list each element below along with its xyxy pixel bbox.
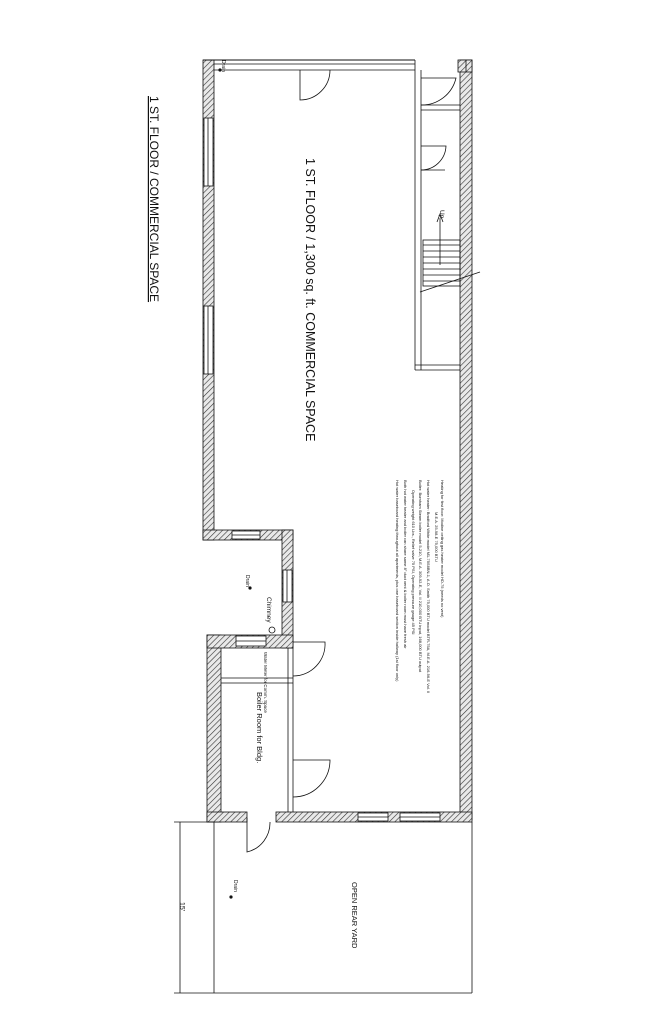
fixtures bbox=[218, 68, 275, 898]
boiler-room-label: Boiler Room for Bldg. bbox=[255, 692, 264, 764]
main-room-label: 1 ST. FLOOR / 1,300 sq. ft. COMMERCIAL SPACE bbox=[303, 158, 317, 442]
chimney-icon bbox=[269, 627, 275, 633]
stairs-up-label: Up bbox=[438, 210, 445, 219]
wall-boiler-left bbox=[207, 635, 221, 822]
note-line: Operating weight 610 Lbs., Relief valve 75 PSI, Operating pressure gauge 45 PSI bbox=[411, 490, 416, 635]
top-wall bbox=[203, 60, 472, 72]
wall-right bbox=[460, 60, 472, 820]
plan-title: 1 ST. FLOOR / COMMERCIAL SPACE bbox=[147, 96, 161, 303]
drain-label-yard: Drain bbox=[232, 880, 238, 892]
doors bbox=[247, 70, 456, 852]
note-line: Hot water heater: Bradford White model M1-75S6BN-1, A.O. Smith 75,000 BTU model BTR-75A, M.E.A. 216-96-E Vol. II bbox=[426, 480, 431, 694]
chimney-label: Chimney bbox=[265, 597, 272, 623]
note-line: Boiler: Burnham Steam boiler model 5-210, M.E.A. 309-92-E, Vol. II 210,000 BTU input, 168,000 BTU output bbox=[418, 480, 423, 673]
dimension-label: 15' bbox=[178, 902, 185, 912]
water-meter-label: Water Meter for Comm. Space bbox=[263, 652, 268, 713]
exterior-walls bbox=[203, 60, 472, 822]
note-line: Hot water baseboard heating throughout all apartments, plus one baseboard section inside hallway (1st floor only) bbox=[395, 480, 400, 682]
note-line: Heating for first floor: Modine ceiling gas heater model HD-75 (needs no vent) bbox=[440, 480, 445, 618]
rear-yard-label: OPEN REAR YARD bbox=[350, 882, 359, 949]
wall-boiler-bottom bbox=[207, 812, 247, 822]
note-line: M.E.A. 25-98-E 75,000 BTU bbox=[434, 512, 439, 562]
drain-label-mid: Drain bbox=[244, 575, 250, 587]
note-line: Both hot water heater and boiler can share same 8" duct vent & boiler room must have fresh air bbox=[403, 480, 408, 649]
drain-icon bbox=[229, 895, 232, 898]
rear-yard bbox=[174, 822, 472, 993]
heating-notes bbox=[395, 480, 445, 693]
drain-label-top: Drain bbox=[220, 60, 226, 72]
